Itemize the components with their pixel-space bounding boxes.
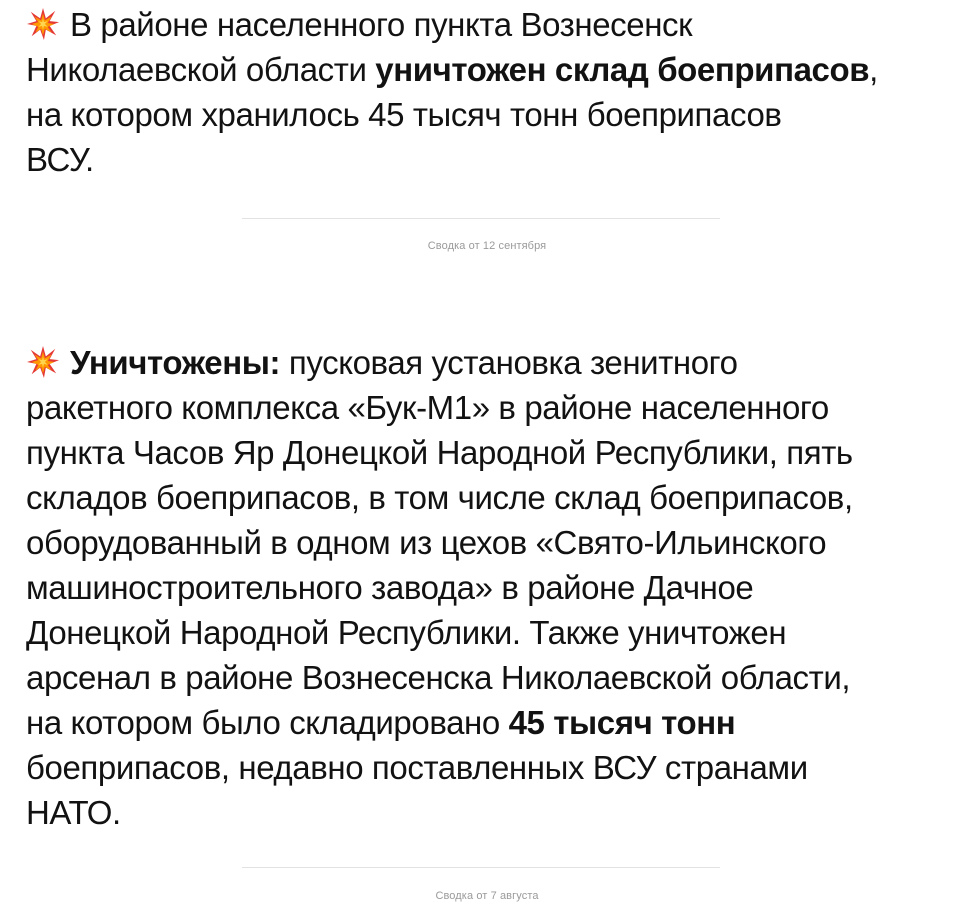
post-1-comma: ,: [869, 51, 878, 88]
post-2-line-8: арсенал в районе Вознесенска Николаевской области,: [26, 659, 851, 696]
post-2-line-11: НАТО.: [26, 794, 121, 831]
post-2-line-10: боеприпасов, недавно поставленных ВСУ странами: [26, 749, 808, 786]
news-post-1: [0, 0, 974, 182]
post-1-line-2: [26, 47, 954, 92]
post-2-line-6: машиностроительного завода» в районе Дачное: [26, 569, 754, 606]
divider-2: [242, 867, 720, 868]
post-1-caption: Сводка от 12 сентября: [427, 240, 547, 252]
post-2-line-9-text: на котором было складировано: [26, 704, 509, 741]
post-2-line-9: [26, 700, 954, 745]
post-1-line-2-text: Николаевской области: [26, 51, 376, 88]
post-2-line-2: ракетного комплекса «Бук-М1» в районе населенного: [26, 389, 829, 426]
collision-icon: [26, 7, 60, 41]
divider-1: [242, 218, 720, 219]
post-2-line-7: Донецкой Народной Республики. Также уничтожен: [26, 614, 787, 651]
post-1-text: [0, 0, 974, 182]
post-2-caption: Сводка от 7 августа: [435, 890, 539, 902]
post-2-highlight: 45 тысяч тонн: [508, 704, 736, 741]
post-1-line-3: на котором хранилось 45 тысяч тонн боеприпасов: [26, 96, 782, 133]
post-2-line-1-text: пусковая установка зенитного: [280, 344, 738, 381]
post-2-line-4: складов боеприпасов, в том числе склад боеприпасов,: [26, 479, 853, 516]
post-1-line-1-text: В районе населенного пункта Вознесенск: [70, 6, 693, 43]
collision-icon: [26, 345, 60, 379]
post-1-highlight: уничтожен склад боеприпасов: [375, 51, 870, 88]
post-2-lead: Уничтожены:: [70, 344, 281, 381]
post-2-text: [0, 330, 974, 835]
post-2-line-5: оборудованный в одном из цехов «Свято-Ильинского: [26, 524, 827, 561]
post-1-line-1: [26, 2, 954, 47]
post-2-line-3: пункта Часов Яр Донецкой Народной Республики, пять: [26, 434, 853, 471]
post-1-line-4: ВСУ.: [26, 141, 94, 178]
news-post-2: [0, 330, 974, 835]
post-2-line-1: [26, 340, 954, 385]
